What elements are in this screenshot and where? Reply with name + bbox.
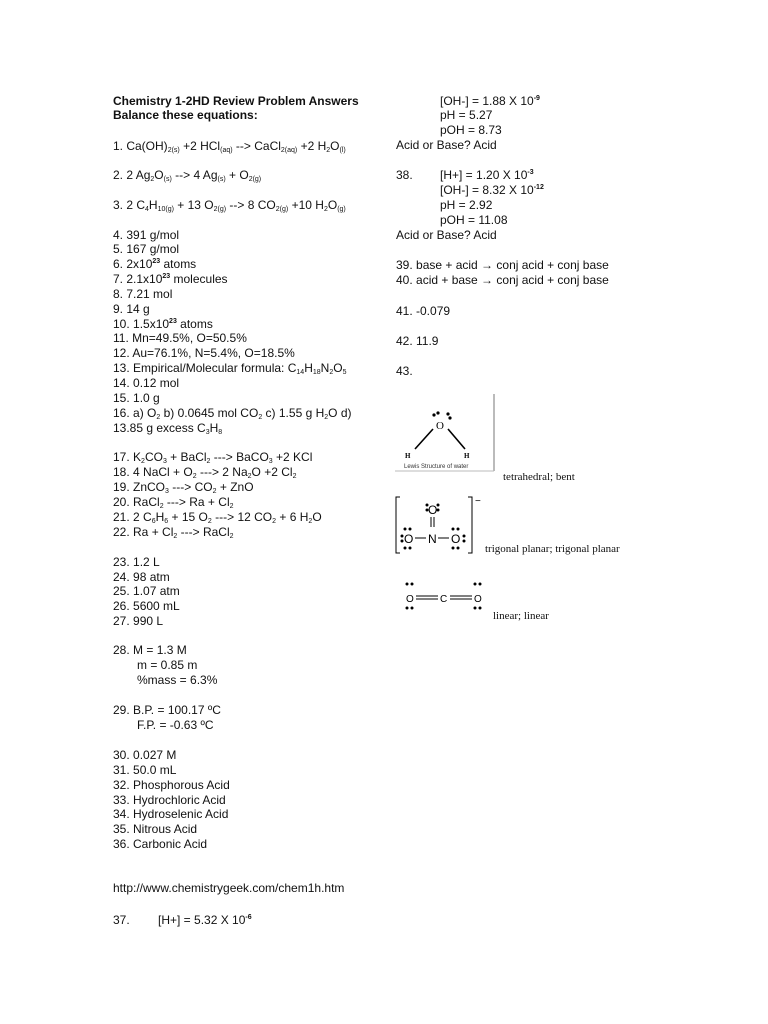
answer-18: 18. 4 NaCl + $O_2$ ---> 2 $Na_2O +2$ $Cl_2$	[113, 465, 297, 480]
answer-20: 20. RaCl$_2$ ---> $Ra + Cl_2$	[113, 495, 234, 510]
water-hydrogen-left: H	[405, 452, 411, 460]
answer-28-mass: %mass = 6.3%	[137, 673, 218, 687]
answer-25: 25. 1.07 atm	[113, 584, 180, 598]
answer-22: 22. $Ra + Cl_2$ ---> RaCl$_2$	[113, 525, 234, 540]
answer-24: 24. 98 atm	[113, 570, 170, 584]
answer-6: 6. $2x10^{23}$ atoms	[113, 257, 197, 271]
answer-15: 15. 1.0 g	[113, 391, 160, 405]
answer-28: 28. M = 1.3 M	[113, 643, 187, 657]
answer-37-poh: pOH = 8.73	[440, 123, 502, 137]
answer-12: 12. Au=76.1%, N=5.4%, O=18.5%	[113, 346, 295, 360]
answer-16-cont: 13.85 g excess $C_3H_8$	[113, 421, 223, 436]
answer-17: 17. $K_2CO_3$ + BaCl$_2$ ---> BaCO$_3$ +2 KCl	[113, 450, 313, 465]
document-title: Chemistry 1-2HD Review Problem Answers	[113, 94, 359, 108]
co2-oxygen-right: O	[474, 594, 482, 605]
answer-28-molality: m = 0.85 m	[137, 658, 198, 672]
answer-34: 34. Hydroselenic Acid	[113, 807, 229, 821]
answer-21: 21. 2 $C_6H_6 + 15$ $O_2$ ---> 12 $CO_2 + 6$ $H_2O$	[113, 510, 322, 525]
answer-23: 23. 1.2 L	[113, 555, 160, 569]
section-heading: Balance these equations:	[113, 108, 258, 122]
answer-37-number: 37.	[113, 913, 130, 927]
answer-29: 29. B.P. = 100.17 ºC	[113, 703, 221, 717]
co2-lewis-structure	[400, 578, 490, 612]
answer-39: 39. base + acid → conj acid + conj base	[396, 258, 609, 272]
answer-37: [H+] = 5.32 X $10^{-6}$	[158, 913, 252, 927]
answer-38-poh: pOH = 11.08	[440, 213, 508, 227]
answer-13: 13. Empirical/Molecular formula: $C_{14}H_{18}N_2O_5$	[113, 361, 347, 376]
answer-37-oh: [OH-] = 1.88 X $10^{-9}$	[440, 94, 540, 108]
answer-36: 36. Carbonic Acid	[113, 837, 208, 851]
answer-19: 19. ZnCO$_3$ ---> $CO_2$ + ZnO	[113, 480, 254, 495]
answer-27: 27. 990 L	[113, 614, 164, 628]
answer-11: 11. Mn=49.5%, O=50.5%	[113, 331, 247, 345]
answer-10: 10. $1.5x10^{23}$ atoms	[113, 317, 213, 331]
co2-oxygen-left: O	[406, 594, 414, 605]
answer-35: 35. Nitrous Acid	[113, 822, 198, 836]
co2-carbon: C	[440, 594, 448, 605]
nitrite-geometry-label: trigonal planar; trigonal planar	[485, 543, 620, 555]
answer-5: 5. 167 g/mol	[113, 242, 180, 256]
answer-26: 26. 5600 mL	[113, 599, 180, 613]
answer-2: 2. 2 $Ag_2O_{(s)}$ --> 4 $Ag_{(s)} + O_{2(g)}$	[113, 168, 262, 183]
answer-32: 32. Phosphorous Acid	[113, 778, 230, 792]
answer-38-oh: [OH-] = 8.32 X $10^{-12}$	[440, 183, 544, 197]
co2-geometry-label: linear; linear	[493, 610, 549, 622]
nitrite-nitrogen: N	[428, 532, 437, 546]
answer-42: 42. 11.9	[396, 334, 439, 348]
nitrite-lewis-structure	[394, 494, 484, 556]
answer-9: 9. 14 g	[113, 302, 150, 316]
nitrite-oxygen-right: O	[451, 532, 461, 546]
water-geometry-label: tetrahedral; bent	[503, 471, 575, 483]
answer-16: 16. a) $O_2$ b) 0.0645 mol $CO_2$ c) 1.55 g $H_2O$ d)	[113, 406, 352, 421]
answer-14: 14. 0.12 mol	[113, 376, 180, 390]
answer-1: 1. $Ca(OH)_{2(s)} +2$ HCl$_{(aq)}$ --> CaCl$_{2(aq)}$ +2 $H_2O_{(l)}$	[113, 139, 346, 154]
answer-29-fp: F.P. = -0.63 ºC	[137, 718, 214, 732]
answer-3: 3. 2 $C_4H_{10(g)} + 13$ $O_{2(g)}$ --> 8 $CO_{2(g)} +10$ $H_2O_{(g)}$	[113, 198, 346, 213]
water-lewis-structure	[395, 393, 497, 477]
answer-38-ph: pH = 2.92	[440, 198, 493, 212]
water-hydrogen-right: H	[464, 452, 470, 460]
answer-31: 31. 50.0 mL	[113, 763, 177, 777]
water-caption: Lewis Structure of water	[404, 464, 469, 470]
answer-30: 30. 0.027 M	[113, 748, 177, 762]
answer-40: 40. acid + base → conj acid + conj base	[396, 273, 609, 287]
answer-37-acid-base: Acid or Base? Acid	[396, 138, 497, 152]
answer-38-acid-base: Acid or Base? Acid	[396, 228, 497, 242]
answer-38-number: 38.	[396, 168, 413, 182]
answer-8: 8. 7.21 mol	[113, 287, 173, 301]
source-url: http://www.chemistrygeek.com/chem1h.htm	[113, 881, 345, 895]
nitrite-oxygen-top: O	[428, 503, 438, 517]
answer-33: 33. Hydrochloric Acid	[113, 793, 226, 807]
nitrite-charge: −	[475, 496, 481, 507]
answer-4: 4. 391 g/mol	[113, 228, 180, 242]
answer-37-ph: pH = 5.27	[440, 108, 493, 122]
nitrite-oxygen-left: O	[404, 532, 414, 546]
answer-38-h: [H+] = 1.20 X $10^{-3}$	[440, 168, 534, 182]
answer-43: 43.	[396, 364, 413, 378]
answer-41: 41. -0.079	[396, 304, 451, 318]
answer-7: 7. $2.1x10^{23}$ molecules	[113, 272, 228, 286]
water-oxygen: O	[436, 420, 444, 432]
